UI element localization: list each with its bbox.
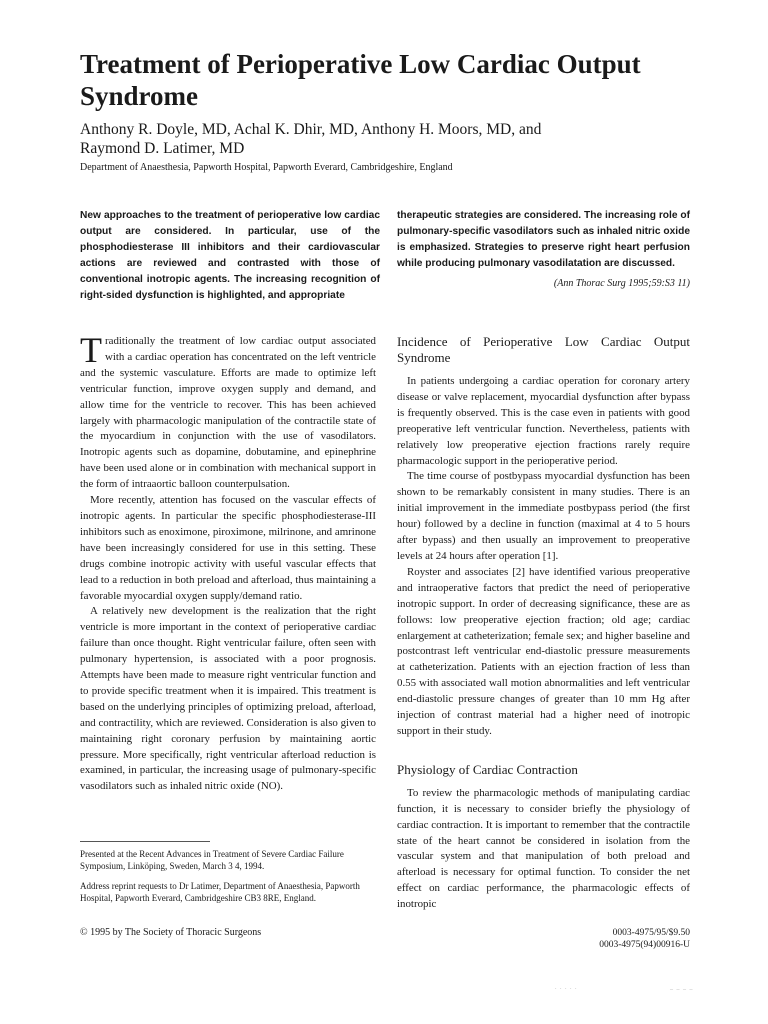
section-heading-physiology: Physiology of Cardiac Contraction (397, 761, 578, 777)
footnote-presented: Presented at the Recent Advances in Treatment of Severe Cardiac Failure Symposium, Linköping, Sweden, March 3 4, 1994. (80, 849, 344, 871)
abstract-right: therapeutic strategies are considered. The increasing role of pulmonary-specific vasodilators such as inhaled nitric oxide is emphasized. Strategies to preserve right heart perfusion while producing pulmonary vasodilatation are discussed. (397, 210, 690, 269)
issn-line-1: 0003-4975/95/$9.50 (612, 928, 690, 938)
article-title: Treatment of Perioperative Low Cardiac Output Syndrome (80, 49, 641, 111)
section-heading-incidence: Incidence of Perioperative Low Cardiac Output Syndrome (397, 334, 690, 365)
affiliation: Department of Anaesthesia, Papworth Hospital, Papworth Everard, Cambridgeshire, England (80, 162, 453, 173)
author-list (80, 120, 700, 158)
faint-mark-left: . . . . . (555, 985, 578, 991)
drop-cap: T (80, 330, 102, 370)
copyright-notice: © 1995 by The Society of Thoracic Surgeons (80, 927, 262, 938)
journal-citation: (Ann Thorac Surg 1995;59:S3 11) (553, 278, 690, 289)
intro-paragraph-text: raditionally the treatment of low cardiac output associated with a cardiac operation has concentrated on the left ventricle and the systemic vasculature. Efforts are made to optimize left ventricular function, improve oxygen supply and demand, and allow time for the ventricle to recover. This has been achieved largely with pharmacologic manipulation of the contractile state of the myocardium in conjunction with the use of vasodilators. Inotropic agents such as dopamine, dobutamine, and epinephrine have been used alone or in combination with mechanical support in the form of intraaortic balloon counterpulsation. (80, 335, 376, 491)
footnote-reprint: Address reprint requests to Dr Latimer, Department of Anaesthesia, Papworth Hospital, Papworth Everard, Cambridgeshire CB3 8RE, England. (80, 881, 360, 903)
authors-line-2: Raymond D. Latimer, MD (80, 140, 245, 157)
faint-mark-right: _ _ _ _ (670, 985, 694, 991)
footnote-divider (80, 841, 210, 842)
paragraph-incidence-1: In patients undergoing a cardiac operation for coronary artery disease or valve replacement, myocardial dysfunction after bypass is frequently observed. This is the case even in patients with good preoperative left ventricular function. Nevertheless, patients with relatively low preoperative ejection fractions rarely require pharmacologic support in the perioperative period. (397, 375, 690, 467)
intro-paragraph (80, 330, 376, 493)
paragraph-inotropic-vascular: More recently, attention has focused on the vascular effects of inotropic agents. In particular the specific phosphodiesterase-III inhibitors such as enoximone, piroximone, milrinone, and amrinone have been increasingly considered for use in this setting. These drugs combine inotropic activity with useful vascular effects that lead to a reduction in both preload and afterload, thus maintaining a favorable myocardial oxygen supply/demand ratio. (80, 494, 376, 602)
issn-line-2: 0003-4975(94)00916-U (599, 940, 690, 950)
body-column-right (397, 334, 690, 913)
authors-line-1: Anthony R. Doyle, MD, Achal K. Dhir, MD, Anthony H. Moors, MD, and (80, 121, 542, 138)
body-column-left (80, 330, 376, 795)
paragraph-incidence-3: Royster and associates [2] have identified various preoperative and intraoperative factors that predict the need of perioperative inotropic support. In order of decreasing significance, these are as follows: low preoperative ejection fraction; old age; cardiac enlargement at catheterization; female sex; and higher baseline and postcontrast left ventricular end-diastolic pressure measurements at catheterization. Patients with an ejection fraction of less than 0.55 with associated wall motion abnormalities and left ventricular end-diastolic pressure changes of greater than 10 mm Hg after injection of contrast material had a higher need of inotropic support in their study. (397, 565, 690, 737)
issn-block (560, 927, 690, 951)
paragraph-incidence-2: The time course of postbypass myocardial dysfunction has been shown to be remarkably consistent in many studies. There is an initial improvement in the immediate postbypass period (the first hour) followed by a decline in function (maximal at 4 to 5 hours after bypass) and then usually an improvement to preoperative levels at 24 hours after operation [1]. (397, 470, 690, 562)
footnotes (80, 848, 376, 912)
paragraph-right-ventricle: A relatively new development is the realization that the right ventricle is more important in the context of perioperative cardiac failure than once thought. Right ventricular failure, often seen with pulmonary hypertension, is associated with a poor prognosis. Attempts have been made to measure right ventricular function and to provide specific treatment when it is impaired. This treatment is based on the underlying principles of optimizing preload, afterload, and contractility, which are reviewed. Consideration is also given to maintaining right coronary perfusion by maintaining aortic pressure. More specifically, right ventricular afterload reduction is examined, in particular, the increasing usage of pulmonary-specific vasodilators such as inhaled nitric oxide (NO). (80, 605, 376, 793)
paragraph-physiology: To review the pharmacologic methods of manipulating cardiac function, it is necessary to consider briefly the physiology of cardiac contraction. It is important to remember that the contractile state of the heart cannot be considered in isolation from the vascular system and that manipulation of both preload and afterload is necessary for optimal function. To consider the net effect on cardiac performance, the pharmacologic effects of inotropic (397, 786, 690, 911)
abstract-left: New approaches to the treatment of perioperative low cardiac output are considered. In particular, use of the phosphodiesterase III inhibitors and their cardiovascular actions are reviewed and contrasted with those of conventional inotropic agents. The increasing recognition of right-sided dysfunction is highlighted, and appropriate (80, 210, 380, 301)
